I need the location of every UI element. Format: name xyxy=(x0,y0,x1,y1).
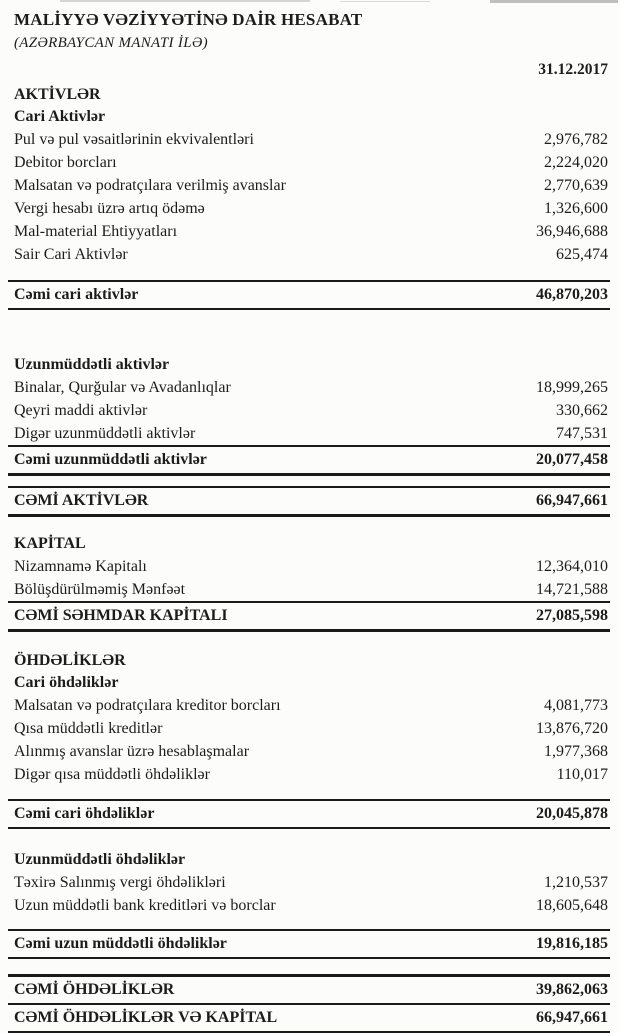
report-title: MALİYYƏ VƏZİYYƏTİNƏ DAİR HESABAT xyxy=(14,10,363,29)
total-row-current-liabilities xyxy=(8,799,610,829)
subsection-heading-current-assets: Cari Aktivlər xyxy=(14,108,106,125)
total-label: CƏMİ AKTİVLƏR xyxy=(14,492,149,509)
line-item-value: 1,326,600 xyxy=(544,200,608,217)
line-item-value: 2,224,020 xyxy=(544,154,608,171)
total-value: 39,862,063 xyxy=(536,981,608,998)
line-item-value: 18,605,648 xyxy=(536,897,608,914)
line-item-row xyxy=(14,151,608,174)
line-item-value: 110,017 xyxy=(556,766,608,783)
total-label: CƏMİ ÖHDƏLİKLƏR VƏ KAPİTAL xyxy=(14,1009,278,1026)
total-label: CƏMİ SƏHMDAR KAPİTALI xyxy=(14,607,228,624)
line-item-value: 4,081,773 xyxy=(544,697,608,714)
total-value: 20,077,458 xyxy=(536,451,608,468)
total-label: Cəmi cari aktivlər xyxy=(14,286,139,303)
total-value: 66,947,661 xyxy=(536,492,608,509)
total-label: CƏMİ ÖHDƏLİKLƏR xyxy=(14,981,175,998)
line-item-value: 330,662 xyxy=(556,402,608,419)
line-item-label: Pul və pul vəsaitlərinin ekvivalentləri xyxy=(14,131,254,148)
line-item-label: Malsatan və podratçılara verilmiş avanslar xyxy=(14,177,286,194)
line-item-label: Uzun müddətli bank kreditləri və borclar xyxy=(14,897,276,914)
line-item-label: Malsatan və podratçılara kreditor borcları xyxy=(14,697,281,714)
line-item-label: Nizamnamə Kapitalı xyxy=(14,558,147,575)
line-item-row xyxy=(14,717,608,740)
line-item-row xyxy=(14,694,608,717)
total-label: Cəmi uzun müddətli öhdəliklər xyxy=(14,935,227,952)
line-item-label: Mal-material Ehtiyyatları xyxy=(14,223,178,240)
total-row-noncurrent-assets xyxy=(8,445,610,476)
line-item-row xyxy=(14,174,608,197)
line-item-row xyxy=(14,128,608,151)
line-item-label: Sair Cari Aktivlər xyxy=(14,246,128,263)
line-item-value: 18,999,265 xyxy=(536,379,608,396)
total-value: 66,947,661 xyxy=(536,1009,608,1026)
line-item-row xyxy=(14,243,608,266)
total-row-equity xyxy=(8,601,610,632)
total-row-total-liabilities xyxy=(8,977,610,1005)
line-item-row xyxy=(14,740,608,763)
subsection-heading-current-liabilities: Cari öhdəliklər xyxy=(14,674,119,691)
line-item-value: 12,364,010 xyxy=(536,558,608,575)
line-item-label: Təxirə Salınmış vergi öhdəlikləri xyxy=(14,874,226,891)
report-date-column-header: 31.12.2017 xyxy=(538,61,608,78)
line-item-label: Digər qısa müddətli öhdəliklər xyxy=(14,766,210,783)
line-item-label: Qeyri maddi aktivlər xyxy=(14,402,148,419)
line-item-row xyxy=(14,578,608,601)
report-subtitle: (AZƏRBAYCAN MANATI İLƏ) xyxy=(14,35,208,51)
line-item-label: Debitor borcları xyxy=(14,154,117,171)
line-item-value: 747,531 xyxy=(556,425,608,442)
total-value: 20,045,878 xyxy=(536,805,608,822)
subsection-heading-noncurrent-liabilities: Uzunmüddətli öhdəliklər xyxy=(14,851,186,868)
total-row-noncurrent-liabilities xyxy=(8,929,610,959)
line-item-label: Digər uzunmüddətli aktivlər xyxy=(14,425,196,442)
total-row-liabilities-and-equity xyxy=(8,1005,610,1031)
line-item-value: 36,946,688 xyxy=(536,223,608,240)
line-item-label: Binalar, Qurğular və Avadanlıqlar xyxy=(14,379,231,396)
line-item-row xyxy=(14,422,608,445)
total-label: Cəmi cari öhdəliklər xyxy=(14,805,155,822)
line-item-value: 625,474 xyxy=(556,246,608,263)
total-value: 27,085,598 xyxy=(536,607,608,624)
final-totals-group xyxy=(8,974,610,1033)
line-item-value: 1,210,537 xyxy=(544,874,608,891)
line-item-row xyxy=(14,197,608,220)
line-item-label: Vergi hesabı üzrə artıq ödəmə xyxy=(14,200,205,217)
line-item-value: 2,976,782 xyxy=(544,131,608,148)
total-row-current-assets xyxy=(8,280,610,310)
total-label: Cəmi uzunmüddətli aktivlər xyxy=(14,451,207,468)
line-item-label: Qısa müddətli kreditlər xyxy=(14,720,163,737)
total-value: 46,870,203 xyxy=(536,286,608,303)
line-item-value: 1,977,368 xyxy=(544,743,608,760)
line-item-row xyxy=(14,894,608,917)
line-item-value: 2,770,639 xyxy=(544,177,608,194)
line-item-label: Bölüşdürülməmiş Mənfəət xyxy=(14,581,186,598)
line-item-value: 14,721,588 xyxy=(536,581,608,598)
line-item-row xyxy=(14,220,608,243)
line-item-value: 13,876,720 xyxy=(536,720,608,737)
total-value: 19,816,185 xyxy=(536,935,608,952)
line-item-row xyxy=(14,555,608,578)
section-heading-assets: AKTİVLƏR xyxy=(14,86,101,103)
total-row-total-assets xyxy=(8,486,610,517)
line-item-row xyxy=(14,399,608,422)
line-item-row xyxy=(14,376,608,399)
line-item-row xyxy=(14,763,608,786)
section-heading-equity: KAPİTAL xyxy=(14,535,86,552)
subsection-heading-noncurrent-assets: Uzunmüddətli aktivlər xyxy=(14,356,170,373)
line-item-label: Alınmış avanslar üzrə hesablaşmalar xyxy=(14,743,250,760)
section-heading-liabilities: ÖHDƏLİKLƏR xyxy=(14,652,126,669)
line-item-row xyxy=(14,871,608,894)
